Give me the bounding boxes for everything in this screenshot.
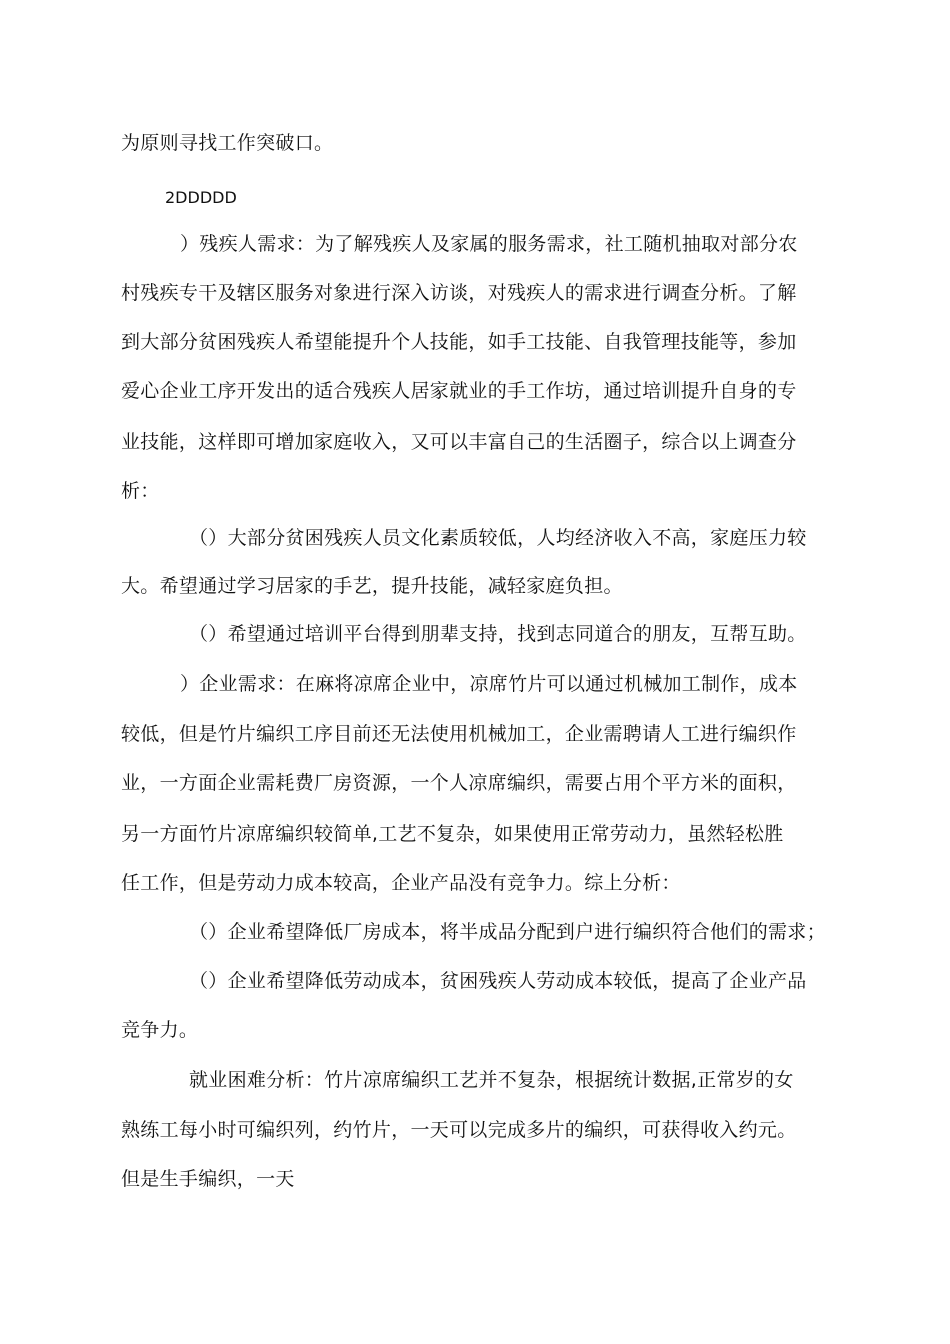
text-line: 较低，但是竹片编织工序目前还无法使用机械加工，企业需聘请人工进行编织作 [121,723,797,745]
text-line: 析： [121,480,160,502]
text-line: （）企业希望降低劳动成本，贫困残疾人劳动成本较低，提高了企业产品 [189,970,807,992]
text-line: 竞争力。 [121,1019,199,1041]
text-line: （）大部分贫困残疾人员文化素质较低，人均经济收入不高，家庭压力较 [189,527,807,549]
text-line: 为原则寻找工作突破口。 [121,132,334,154]
text-line: ）企业需求：在麻将凉席企业中，凉席竹片可以通过机械加工制作，成本 [180,673,798,695]
text-line: ）残疾人需求：为了解残疾人及家属的服务需求，社工随机抽取对部分农 [180,233,798,255]
text-line: 业技能，这样即可增加家庭收入，又可以丰富自己的生活圈子，综合以上调查分 [121,431,797,453]
text-line: 熟练工每小时可编织列，约竹片，一天可以完成多片的编织，可获得收入约元。 [121,1119,797,1141]
text-line: 2DDDDD [165,188,237,207]
text-line: 任工作，但是劳动力成本较高，企业产品没有竞争力。综上分析： [121,872,681,894]
text-line: 就业困难分析：竹片凉席编织工艺并不复杂，根据统计数据,正常岁的女 [189,1069,794,1091]
text-line: 但是生手编织，一天 [121,1168,295,1190]
text-line: 业，一方面企业需耗费厂房资源，一个人凉席编织，需要占用个平方米的面积， [121,772,797,794]
text-line: 爱心企业工序开发出的适合残疾人居家就业的手工作坊，通过培训提升自身的专 [121,380,797,402]
text-line: 另一方面竹片凉席编织较简单,工艺不复杂，如果使用正常劳动力，虽然轻松胜 [121,823,784,845]
text-line: 到大部分贫困残疾人希望能提升个人技能，如手工技能、自我管理技能等，参加 [121,331,797,353]
text-line: 大。希望通过学习居家的手艺，提升技能，减轻家庭负担。 [121,575,623,597]
text-line: （）企业希望降低厂房成本，将半成品分配到户进行编织符合他们的需求； [189,921,826,943]
text-line: （）希望通过培训平台得到朋辈支持，找到志同道合的朋友，互帮互助。 [189,623,807,645]
text-line: 村残疾专干及辖区服务对象进行深入访谈，对残疾人的需求进行调查分析。了解 [121,282,797,304]
